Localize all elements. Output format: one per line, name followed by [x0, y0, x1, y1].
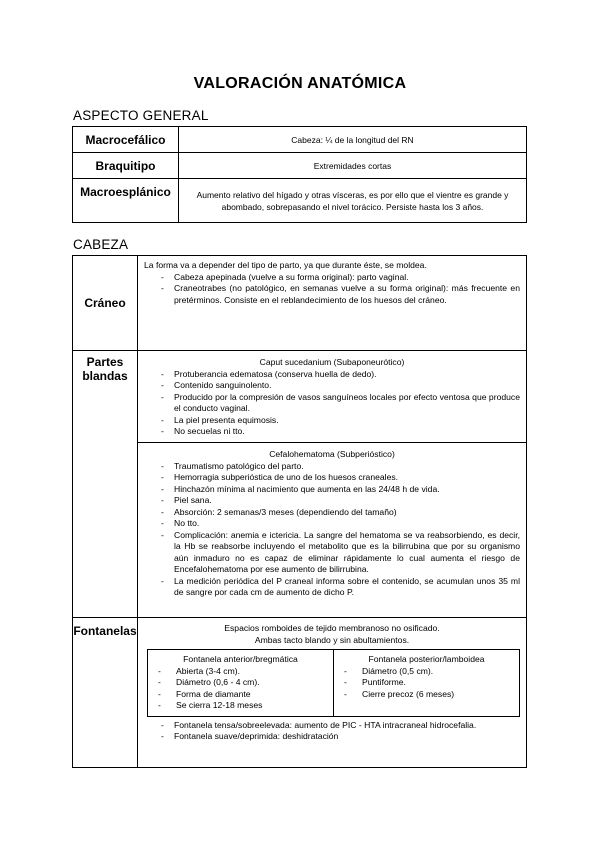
row-label-partes-blandas: Partes blandas	[73, 351, 138, 618]
list-item: - Fontanela suave/deprimida: deshidratación	[144, 731, 520, 743]
list-item: - Fontanela tensa/sobreelevada: aumento de PIC - HTA intracraneal hidrocefalia.	[144, 720, 520, 732]
list-item: - Se cierra 12-18 meses	[152, 700, 329, 712]
list-item: - Hinchazón mínima al nacimiento que aumenta en las 24/48 h de vida.	[144, 484, 520, 496]
page-title: VALORACIÓN ANATÓMICA	[193, 75, 407, 92]
fontanelas-intro-2: Ambas tacto blando y sin abultamientos.	[254, 634, 410, 645]
table-row	[73, 351, 527, 443]
row-value-braquitipo: Extremidades cortas	[179, 153, 527, 179]
fontanelas-comparison-table	[147, 649, 520, 717]
list-item: - Diámetro (0,6 - 4 cm).	[152, 677, 329, 689]
fontanela-anterior-list	[152, 666, 329, 712]
table-row	[73, 127, 527, 153]
cefalohematoma-list	[144, 461, 520, 599]
fontanelas-list	[144, 720, 520, 743]
list-item: - No tto.	[144, 518, 520, 530]
cabeza-table	[72, 255, 527, 768]
list-item: - Hemorragia subperióstica de uno de los huesos craneales.	[144, 472, 520, 484]
fontanelas-intro-1: Espacios romboides de tejido membranoso no osificado.	[224, 623, 440, 633]
list-item: - Traumatismo patológico del parto.	[144, 461, 520, 473]
craneo-content	[138, 256, 527, 351]
row-value-macrocefalico: Cabeza: ¼ de la longitud del RN	[179, 127, 527, 153]
table-row	[73, 618, 527, 768]
list-item: - Craneotrabes (no patológico, en semanas vuelve a su forma original): más frecuente en pretérminos. Consiste en el reblandecimiento de los huesos del cráneo.	[144, 283, 520, 306]
table-row	[73, 443, 527, 618]
list-item: - La piel presenta equimosis.	[144, 415, 520, 427]
fontanela-posterior-list	[338, 666, 515, 701]
list-item: - Abierta (3-4 cm).	[152, 666, 329, 678]
fontanela-posterior-cell	[334, 650, 520, 717]
fontanela-posterior-title: Fontanela posterior/lamboidea	[368, 654, 485, 664]
table-row	[148, 650, 520, 717]
row-label-macroesplanico: Macroesplánico	[73, 179, 179, 223]
list-item: - No secuelas ni tto.	[144, 426, 520, 438]
list-item: - Contenido sanguinolento.	[144, 380, 520, 392]
list-item: - Forma de diamante	[152, 689, 329, 701]
row-label-macrocefalico: Macrocefálico	[73, 127, 179, 153]
cefalohematoma-title: Cefalohematoma (Subperióstico)	[269, 449, 395, 459]
list-item: - Cabeza apepinada (vuelve a su forma original): parto vaginal.	[144, 272, 520, 284]
craneo-list	[144, 272, 520, 307]
list-item: - Protuberancia edematosa (conserva huella de dedo).	[144, 369, 520, 381]
caput-title: Caput sucedanium (Subaponeurótico)	[259, 357, 405, 367]
row-value-macroesplanico: Aumento relativo del hígado y otras vísceras, es por ello que el vientre es grande y abombado, sobrepasando el nivel torácico. Persiste hasta los 3 años.	[179, 179, 527, 223]
table-row	[73, 179, 527, 223]
fontanela-anterior-title: Fontanela anterior/bregmática	[183, 654, 298, 664]
caput-list	[144, 369, 520, 438]
row-label-braquitipo: Braquitipo	[73, 153, 179, 179]
table-row	[73, 256, 527, 351]
section-heading-cabeza: CABEZA	[73, 237, 129, 252]
list-item: - Producido por la compresión de vasos sanguíneos locales por efecto ventosa que produce el conducto vaginal.	[144, 392, 520, 415]
list-item: - Cierre precoz (6 meses)	[338, 689, 515, 701]
row-label-fontanelas: Fontanelas	[73, 618, 138, 768]
row-label-craneo: Cráneo	[73, 256, 138, 351]
aspecto-general-table	[72, 126, 527, 223]
list-item: - Diámetro (0,5 cm).	[338, 666, 515, 678]
list-item: - Absorción: 2 semanas/3 meses (dependiendo del tamaño)	[144, 507, 520, 519]
fontanela-anterior-cell	[148, 650, 334, 717]
list-item: - La medición periódica del P craneal informa sobre el contenido, se acumulan unos 35 ml de sangre por cada cm de aumento de dicho P.	[144, 576, 520, 599]
cefalohematoma-content	[138, 443, 527, 618]
caput-content	[138, 351, 527, 443]
list-item: - Puntiforme.	[338, 677, 515, 689]
fontanelas-content	[138, 618, 527, 768]
section-heading-aspecto-general: ASPECTO GENERAL	[73, 108, 209, 123]
craneo-intro: La forma va a depender del tipo de parto, ya que durante éste, se moldea.	[144, 260, 427, 270]
table-row	[73, 153, 527, 179]
list-item: - Complicación: anemia e ictericia. La sangre del hematoma se va reabsorbiendo, es decir, la Hb se reabsorbe incluyendo el metabolito que es la bilirrubina que por su organismo aún inmaduro no es capaz de eliminar rápidamente lo cual aumenta el riesgo de Encefalohematoma por ese aumento de bilirrubina.	[144, 530, 520, 576]
list-item: - Piel sana.	[144, 495, 520, 507]
